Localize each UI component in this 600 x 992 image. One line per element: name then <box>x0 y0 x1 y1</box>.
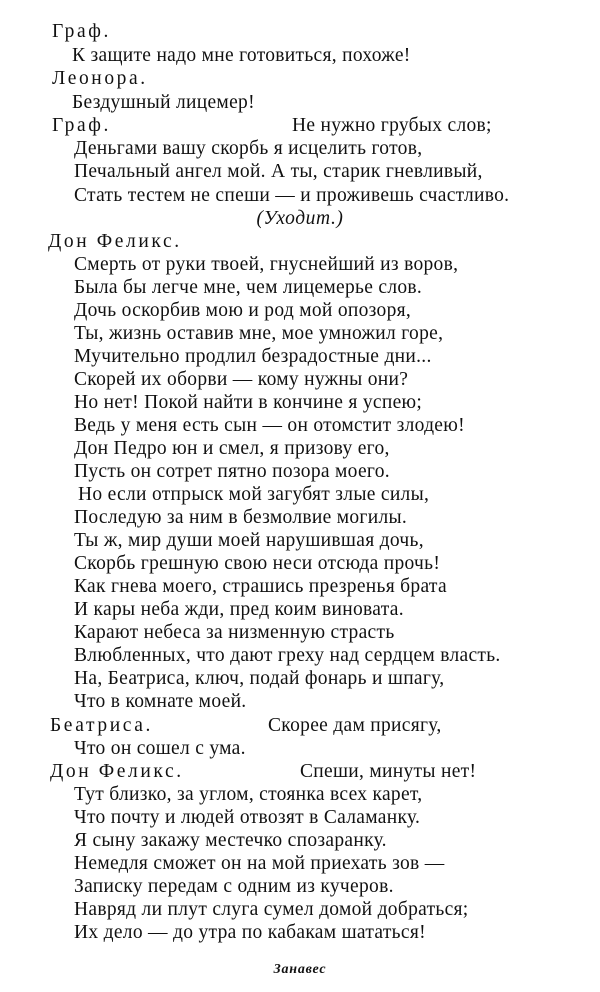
verse-line: Как гнева моего, страшись презренья брата <box>74 576 447 597</box>
verse-line: К защите надо мне готовиться, похоже! <box>72 45 411 66</box>
speaker-name: Граф. <box>52 21 111 42</box>
stage-direction: (Уходит.) <box>256 208 344 229</box>
speaker-name: Дон Феликс. <box>50 761 184 782</box>
verse-line: Не нужно грубых слов; <box>292 115 492 136</box>
verse-line: Скорее дам присягу, <box>268 715 442 736</box>
verse-line: Ты, жизнь оставив мне, мое умножил горе, <box>74 323 444 344</box>
speaker-name: Леонора. <box>52 68 148 89</box>
verse-line: Но нет! Покой найти в кончине я успею; <box>74 392 423 413</box>
verse-line: Я сыну закажу местечко спозаранку. <box>74 830 387 851</box>
verse-line: Их дело — до утра по кабакам шататься! <box>74 922 426 943</box>
speaker-name: Граф. <box>52 115 111 136</box>
verse-line: Карают небеса за низменную страсть <box>74 622 395 643</box>
verse-line: Немедля сможет он на мой приехать зов — <box>74 853 445 874</box>
verse-line: И кары неба жди, пред коим виновата. <box>74 599 404 620</box>
verse-line: Навряд ли плут слуга сумел домой добраться; <box>74 899 469 920</box>
verse-line: Бездушный лицемер! <box>72 92 255 113</box>
verse-line: Стать тестем не спеши — и проживешь счастливо. <box>74 185 510 206</box>
verse-line: Влюбленных, что дают греху над сердцем власть. <box>74 645 501 666</box>
verse-line: Мучительно продлил безрадостные дни... <box>74 346 432 367</box>
verse-line: Ведь у меня есть сын — он отомстит злодею! <box>74 415 465 436</box>
verse-line: Что он сошел с ума. <box>74 738 246 759</box>
verse-line: Что в комнате моей. <box>74 691 247 712</box>
verse-line: Дон Педро юн и смел, я призову его, <box>74 438 390 459</box>
verse-line: Записку передам с одним из кучеров. <box>74 876 394 897</box>
verse-line: Что почту и людей отвозят в Саламанку. <box>74 807 421 828</box>
verse-line: Но если отпрыск мой загубят злые силы, <box>78 484 430 505</box>
verse-line: Пусть он сотрет пятно позора моего. <box>74 461 390 482</box>
verse-line: Спеши, минуты нет! <box>300 761 477 782</box>
curtain-direction: Занавес <box>273 962 327 977</box>
speaker-name: Беатриса. <box>50 715 154 736</box>
verse-line: Была бы легче мне, чем лицемерье слов. <box>74 277 423 298</box>
verse-line: Деньгами вашу скорбь я исцелить готов, <box>74 138 423 159</box>
verse-line: Дочь оскорбив мою и род мой опозоря, <box>74 300 412 321</box>
verse-line: Скорей их оборви — кому нужны они? <box>74 369 409 390</box>
verse-line: Ты ж, мир души моей нарушившая дочь, <box>74 530 424 551</box>
verse-line: На, Беатриса, ключ, подай фонарь и шпагу, <box>74 668 445 689</box>
verse-line: Скорбь грешную свою неси отсюда прочь! <box>74 553 441 574</box>
speaker-name: Дон Феликс. <box>48 231 182 252</box>
verse-line: Печальный ангел мой. А ты, старик гневливый, <box>74 161 483 182</box>
verse-line: Смерть от руки твоей, гнуснейший из воров, <box>74 254 459 275</box>
verse-line: Тут близко, за углом, стоянка всех карет, <box>74 784 423 805</box>
verse-line: Последую за ним в безмолвие могилы. <box>74 507 408 528</box>
